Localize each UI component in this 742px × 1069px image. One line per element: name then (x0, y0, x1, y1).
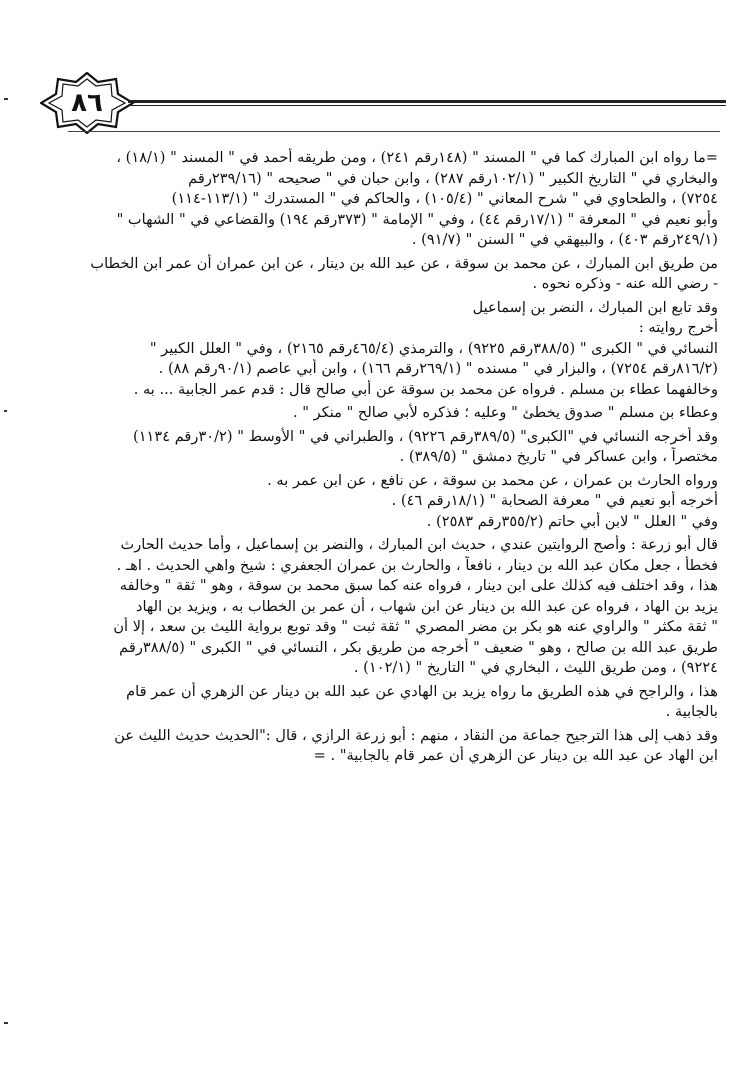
text-line: - رضي الله عنه - وذكره نحوه . (532, 275, 718, 292)
text-line: =ما رواه ابن المبارك كما في " المسند " (١٤٨رقم ٢٤١) ، ومن طريقه أحمد في " المسند " (١٨/١) ، (116, 149, 718, 166)
header-rule (128, 100, 726, 103)
text-line: وعطاء بن مسلم " صدوق يخطئ " وعليه ؛ فذكره لأبي صالح " منكر " . (292, 404, 718, 421)
text-line: والبخاري في " التاريخ الكبير " (١٠٢/١رقم ٢٨٧) ، وابن حبان في " صحيحه " (٢٣٩/١٦رقم (188, 169, 718, 187)
text-line: (٢٤٩/١رقم ٤٠٣) ، والبيهقي في " السنن " (٩١/٧) . (411, 231, 718, 248)
text-line: وقد ذهب إلى هذا الترجيح جماعة من النقاد ، منهم : أبو زرعة الرازي ، قال :"الحديث حديث الليث عن (114, 726, 718, 744)
text-line: بالجابية . (665, 703, 718, 720)
text-line: وأبو نعيم في " المعرفة " (١٧/١رقم ٤٤) ، وفي " الإمامة " (٣٧٣رقم ١٩٤) والقضاعي في " الشهاب " (116, 210, 718, 228)
scan-mark (4, 410, 7, 412)
scan-mark (4, 98, 8, 100)
text-line: فخطأ ، جعل مكان عبد الله بن دينار ، نافعاً ، والحارث بن عمران الجعفري : شيخ واهي الحديث . اهـ . (116, 556, 718, 574)
footnote-text (62, 148, 718, 767)
text-line: وقد تابع ابن المبارك ، النضر بن إسماعيل (472, 298, 718, 316)
text-line: النسائي في " الكبرى " (٣٨٨/٥رقم ٩٢٢٥) ، والترمذي (٤٦٥/٤رقم ٢١٦٥) ، وفي " العلل الكبير " (149, 339, 718, 357)
text-line: (٨١٦/٢رقم ٧٢٥٤) ، والبزار في " مسنده " (٢٦٩/١رقم ١٦٦) ، وابن أبي عاصم (٩٠/١رقم ٨٨) . (158, 360, 718, 377)
header-rule-thin (128, 105, 726, 106)
page-number: ٨٦ (71, 88, 103, 118)
text-line: أخرج روايته : (638, 319, 718, 336)
text-line: وفي " العلل " لابن أبي حاتم (٣٥٥/٢رقم ٢٥٨٣) . (426, 512, 718, 530)
text-line: ورواه الحارث بن عمران ، عن محمد بن سوقة ، عن نافع ، عن ابن عمر به . (267, 471, 718, 489)
text-line: هذا ، وقد اختلف فيه كذلك على ابن دينار ، فرواه عنه كما سبق محمد بن سوقة ، وهو " ثقة " وخالفه (119, 577, 718, 594)
text-line: وخالفهما عطاء بن مسلم . فرواه عن محمد بن سوقة عن أبي صالح قال : قدم عمر الجابية ... به . (133, 380, 718, 398)
text-line: ابن الهاد عن عبد الله بن دينار عن الزهري أن عمر قام بالجابية" . = (313, 747, 718, 764)
text-line: يزيد بن الهاد ، فرواه عن عبد الله بن دينار عن ابن شهاب ، أن عمر بن الخطاب به ، ويزيد بن الهاد (135, 597, 718, 615)
text-line: ٩٢٢٤) ، ومن طريق الليث ، البخاري في " التاريخ " (١٠٢/١) . (353, 659, 718, 676)
text-line: من طريق ابن المبارك ، عن محمد بن سوقة ، عن عبد الله بن دينار ، عن ابن عمران أن عمر ابن الخطاب (90, 254, 718, 272)
footnote-separator (68, 131, 720, 132)
scan-mark (4, 1022, 8, 1024)
text-line: طريق عبد الله بن صالح ، وهو " ضعيف " أخرجه من طريق بكر ، النسائي في " الكبرى " (٣٨٨/٥رقم (119, 638, 718, 656)
page-number-frame (40, 72, 134, 134)
text-line: " ثقة مكثر " والراوي عنه هو بكر بن مضر المصري " ثقة ثبت " وقد توبع برواية الليث بن سعد ، إلا أن (113, 618, 718, 635)
text-line: ٧٢٥٤) ، والطحاوي في " شرح المعاني " (١٠٥/٤) ، والحاكم في " المستدرك " (١١٣/١-١١٤) (171, 190, 718, 207)
text-line: هذا ، والراجح في هذه الطريق ما رواه يزيد بن الهادي عن عبد الله بن دينار عن الزهري أن عمر قام (126, 682, 718, 700)
text-line: وقد أخرجه النسائي في "الكبرى" (٣٨٩/٥رقم ٩٢٢٦) ، والطبراني في " الأوسط " (٣٠/٢رقم ١١٣٤) (133, 427, 718, 445)
text-line: قال أبو زرعة : وأصح الروايتين عندي ، حديث ابن المبارك ، والنضر بن إسماعيل ، وأما حديث الحارث (120, 536, 718, 553)
text-line: مختصراً ، وابن عساكر في " تاريخ دمشق " (٣٨٩/٥) . (399, 448, 718, 465)
text-line: أخرجه أبو نعيم في " معرفة الصحابة " (١٨/١رقم ٤٦) . (391, 492, 718, 509)
